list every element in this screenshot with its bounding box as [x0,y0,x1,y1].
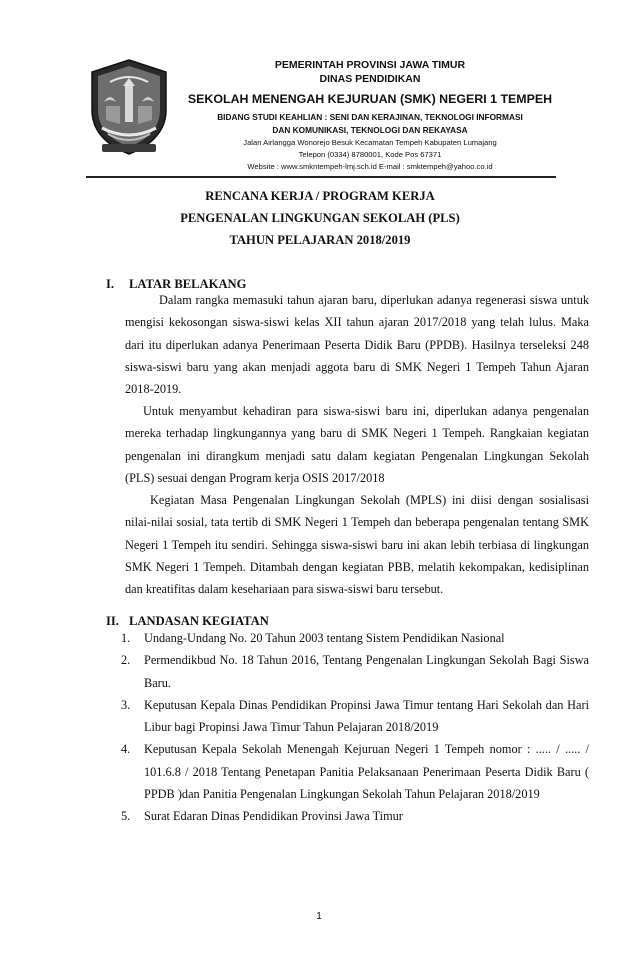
doc-year: TAHUN PELAJARAN 2018/2019 [229,233,411,247]
list-item: 3. Keputusan Kepala Dinas Pendidikan Propinsi Jawa Timur tentang Hari Sekolah dan Hari Libur bagi Propinsi Jawa Timur Tahun Pelajaran 2018/2019 [121,697,589,735]
page-number: 1 [316,910,322,922]
legal-basis-list [121,627,589,828]
section-number: II. [106,614,119,628]
letterhead-school-name: SEKOLAH MENENGAH KEJURUAN (SMK) NEGERI 1 TEMPEH [187,92,553,106]
paragraph-2 [125,400,589,489]
letterhead-department: DINAS PENDIDIKAN [319,73,421,85]
doc-title: RENCANA KERJA / PROGRAM KERJA [205,189,435,203]
section-number: I. [106,277,115,291]
jawa-timur-emblem-icon [88,58,170,156]
list-item: 2. Permendikbud No. 18 Tahun 2016, Tentang Pengenalan Lingkungan Sekolah Bagi Siswa Baru. [121,653,589,690]
letterhead-divider [86,176,556,178]
letterhead-web-email: Website : www.smkntempeh-lmj.sch.id E-mail : smktempeh@yahoo.co.id [247,162,493,171]
section-title: LATAR BELAKANG [129,277,247,291]
paragraph-1-text: Dalam rangka memasuki tahun ajaran baru, diperlukan adanya regenerasi siswa untuk mengisi kekosongan siswa-siswi kelas XII tahun ajaran 2017/2018 yang telah lulus. Maka dari itu diperlukan adanya Penerimaan Peserta Didik Baru (PPDB). Hasilnya terseleksi 248 siswa-siswi baru yang akan menjadi aggota baru di SMK Negeri 1 Tempeh Tahun Ajaran 2018-2019. [125,293,589,397]
doc-subtitle: PENGENALAN LINGKUNGAN SEKOLAH (PLS) [180,211,460,225]
paragraph-3 [125,489,589,600]
letterhead-government: PEMERINTAH PROVINSI JAWA TIMUR [274,59,466,71]
letterhead-fields-line1: BIDANG STUDI KEAHLIAN : SENI DAN KERAJINAN, TEKNOLOGI INFORMASI [217,112,523,122]
paragraph-3-text: Kegiatan Masa Pengenalan Lingkungan Sekolah (MPLS) ini diisi dengan sosialisasi nilai-nilai sosial, tata tertib di SMK Negeri 1 Tempeh dan beberapa pengenalan tentang SMK Negeri 1 Tempeh itu sendiri. Sehingga siswa-siswi baru ini akan lebih terbiasa di lingkungan SMK Negeri 1 Tempeh. Ditambah dengan kegiatan PBB, melatih kekompakan, kedisiplinan dan kreatifitas dalam kesehariaan para siswa-siswi baru tersebut. [125,493,589,597]
letterhead-phone: Telepon (0334) 8780001, Kode Pos 67371 [298,150,442,159]
list-item: 1. Undang-Undang No. 20 Tahun 2003 tentang Sistem Pendidikan Nasional [121,631,505,645]
list-item: 4. Keputusan Kepala Sekolah Menengah Kejuruan Negeri 1 Tempeh nomor : ..... / ..... / 101.6.8 / 2018 Tentang Penetapan Panitia Pelaksanaan Penerimaan Peserta Didik Baru ( PPDB )dan Panitia Pengenalan Lingkungan Sekolah Tahun Pelajaran 2018/2019 [121,742,589,802]
section-title: LANDASAN KEGIATAN [129,614,269,628]
letterhead-address: Jalan Airlangga Wonorejo Besuk Kecamatan Tempeh Kabupaten Lumajang [243,138,497,147]
letterhead [185,58,555,173]
letterhead-fields-line2: DAN KOMUNIKASI, TEKNOLOGI DAN REKAYASA [272,125,468,135]
paragraph-1 [125,289,589,400]
list-item: 5. Surat Edaran Dinas Pendidikan Provinsi Jawa Timur [121,809,403,824]
paragraph-2-text: Untuk menyambut kehadiran para siswa-siswi baru ini, diperlukan adanya pengenalan mereka terhadap lingkungannya yang baru di SMK Negeri 1 Tempeh. Rangkaian kegiatan pengenalan ini dirangkum menjadi satu dalam kegiatan Pengenalan Lingkungan Sekolah (PLS) sesuai dengan Program kerja OSIS 2017/2018 [125,404,589,485]
